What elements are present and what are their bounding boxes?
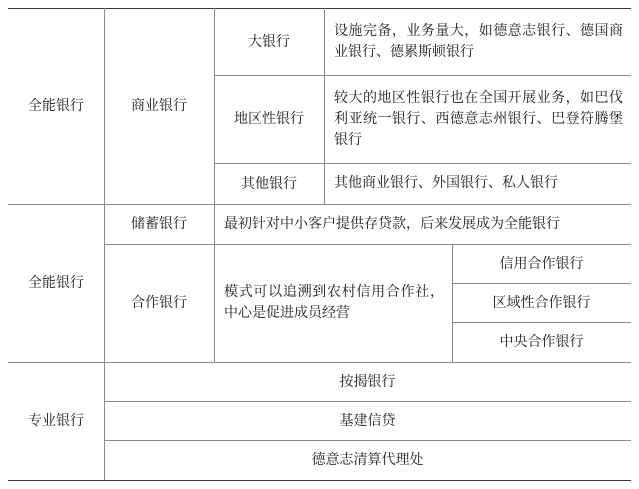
coop-level-cell [452,322,631,362]
category-cell [8,362,104,480]
bank-type-cell [104,8,214,204]
coop-level-label: 区域性合作银行 [492,294,591,311]
subtype-cell [214,8,324,75]
description-cell [324,163,631,204]
special-bank-label: 德意志清算代理处 [311,452,424,468]
category-label: 全能银行 [28,98,84,114]
description-cell [214,204,631,244]
bank-type-label: 储蓄银行 [131,216,187,232]
description-text: 其他商业银行、外国银行、私人银行 [334,175,558,191]
subtype-cell [214,163,324,204]
subtype-label: 大银行 [248,33,290,50]
coop-level-label: 信用合作银行 [499,255,584,272]
description-cell [214,244,452,362]
subtype-cell [214,75,324,163]
coop-level-cell [452,244,631,283]
special-bank-label: 基建信贷 [339,412,396,429]
table-bottom-rule [8,480,631,481]
special-bank-cell [104,440,631,480]
bank-type-label: 合作银行 [131,295,187,311]
category-label: 专业银行 [28,413,84,429]
special-bank-cell [104,362,631,401]
description-cell [324,75,631,163]
description-text: 较大的地区性银行也在全国开展业务，如巴伐利亚统一银行、西德意志州银行、巴登符腾堡银行 [334,89,623,148]
special-bank-label: 按揭银行 [339,373,396,390]
bank-type-label: 商业银行 [131,98,187,114]
description-text: 最初针对中小客户提供存贷款，后来发展成为全能银行 [224,216,560,232]
bank-type-cell [104,204,214,244]
subtype-label: 其他银行 [241,175,297,192]
bank-type-cell [104,244,214,362]
description-cell [324,8,631,75]
category-cell [8,8,104,204]
subtype-label: 地区性银行 [234,111,304,127]
coop-level-label: 中央合作银行 [499,334,584,350]
description-text: 模式可以追溯到农村信用合作社，中心是促进成员经营 [224,284,444,321]
special-bank-cell [104,401,631,440]
category-label: 全能银行 [28,275,84,291]
coop-level-cell [452,283,631,322]
category-cell [8,204,104,362]
description-text: 设施完备，业务量大，如德意志银行、德国商业银行、德累斯顿银行 [334,22,623,60]
